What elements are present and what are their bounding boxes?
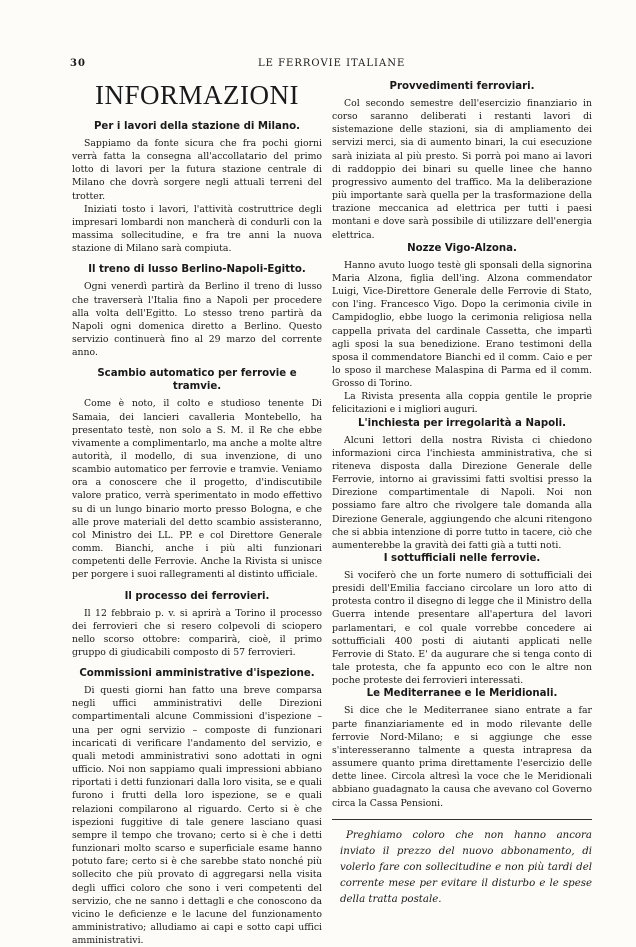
article-heading: L'inchiesta per irregolarità a Napoli. xyxy=(357,417,567,429)
journal-title: LE FERROVIE ITALIANE xyxy=(258,58,406,69)
left-column xyxy=(72,80,322,947)
article-paragraph: Iniziati tosto i lavori, l'attività costruttrice degli impresari lombardi non mancherà di condurli con la massima sollecitudine, e fra tre anni la nuova stazione di Milano sarà compiuta. xyxy=(72,203,322,255)
article-paragraph: Il 12 febbraio p. v. si aprirà a Torino il processo dei ferrovieri che si resero colpevoli di sciopero nello scorso ottobre: comparirà, cioè, il primo gruppo di giudicabili composto di 57 ferrovieri. xyxy=(72,607,322,658)
subscription-notice: Preghiamo coloro che non hanno ancora inviato il prezzo del nuovo abbonamento, di volerlo fare con sollecitudine e non più tardi del corrente mese per evitare il disturbo e le spese della tratta postale. xyxy=(340,829,592,905)
section-title: INFORMAZIONI xyxy=(95,80,299,110)
article-mediterranee xyxy=(332,687,592,809)
article-commissioni xyxy=(72,667,322,947)
article-paragraph: Si vociferò che un forte numero di sottufficiali dei presidi dell'Emilia facciano circolare un loro atto di protesta contro il disegno di legge che il Ministro della Guerra intende presentare all'apertura del lavori parlamentari, e col quale vorrebbe concedere ai sottufficiali 400 posti di aiutanti applicati nelle Ferrovie di Stato. E' da augurare che si tenga conto di tale protesta, che fa appunto eco con le altre non poche proteste dei ferrovieri interessati. xyxy=(332,570,592,687)
article-heading: Nozze Vigo-Alzona. xyxy=(407,242,517,254)
article-heading: Commissioni amministrative d'ispezione. xyxy=(79,668,315,680)
article-inchiesta xyxy=(332,417,592,552)
running-header xyxy=(70,58,590,72)
article-scambio xyxy=(72,367,322,581)
article-milano xyxy=(72,120,322,255)
article-paragraph: Ogni venerdì partirà da Berlino il treno di lusso che traverserà l'Italia fino a Napoli per procedere alla volta dell'Egitto. Lo stesso treno partirà da Napoli ogni domenica diretto a Berlino. Questo servizio continuerà fino al 29 marzo del corrente anno. xyxy=(72,281,322,359)
article-paragraph: Hanno avuto luogo testè gli sponsali della signorina Maria Alzona, figlia dell'ing. Alzona commendator Luigi, Vice-Direttore Generale delle Ferrovie di Stato, con l'ing. Francesco Vigo. Dopo la cerimonia civile in Campidoglio, ebbe luogo la cerimonia religiosa nella cappella privata del cardinale Cassetta, che impartì agli sposi la sua benedizione. Erano testimoni della sposa il commendatore Bianchi ed il comm. Caio e per lo sposo il marchese Malaspina di Parma ed il comm. Grosso di Torino. xyxy=(332,259,592,390)
article-sottufficiali xyxy=(332,552,592,687)
divider xyxy=(332,819,592,820)
article-paragraph: Alcuni lettori della nostra Rivista ci chiedono informazioni circa l'inchiesta amministrativa, che si riteneva disposta dalla Direzione Generale delle Ferrovie, intorno ai gravissimi fatti svoltisi presso la Direzione compartimentale di Napoli. Noi non possiamo fare altro che rivolgere tale domanda alla Direzione Generale, aggiungendo che alcuni ritengono che si abbia intenzione di porre tutto in tacere, ciò che aumenterebbe la gravità dei fatti già a tutti noti. xyxy=(332,434,592,551)
article-heading: Scambio automatico per ferrovie e tramvie. xyxy=(97,368,297,393)
right-column xyxy=(332,80,592,908)
article-paragraph: Col secondo semestre dell'esercizio finanziario in corso saranno deliberati i restanti lavori di sistemazione delle stazioni, sia di ampliamento dei servizi merci, sia di aumento binari, la cui esecuzione sarà iniziata al più presto. Si porrà poi mano ai lavori di raddoppio dei binari su quelle linee che hanno progressivo aumento del traffico. Ma la deliberazione più importante sarà quella per la trasformazione della trazione meccanica ad elettrica per tutti i paesi montani e dove sarà possibile di utilizzare dell'energia elettrica. xyxy=(332,98,592,241)
article-heading: I sottufficiali nelle ferrovie. xyxy=(383,553,541,564)
article-paragraph: Come è noto, il colto e studioso tenente Di Samaia, dei lancieri cavalleria Montebello, ha presentato testè, non solo a S. M. il Re che ebbe vivamente a complimentarlo, ma anche a molte altre autorità, il modello, di sua invenzione, di uno scambio automatico per ferrovie e tramvie. Veniamo ora a conoscere che il progetto, d'indiscutibile valore pratico, verrà sperimentato in modo effettivo su di un lungo binario morto presso Bologna, e che alle prove materiali del detto scambio assisteranno, col Ministro dei LL. PP. e col Direttore Generale comm. Bianchi, anche i più alti funzionari competenti delle Ferrovie. Anche la Rivista si unisce per porgere i suoi rallegramenti al distinto ufficiale. xyxy=(72,398,322,581)
article-paragraph: La Rivista presenta alla coppia gentile le proprie felicitazioni e i migliori auguri. xyxy=(332,391,592,416)
article-paragraph: Sappiamo da fonte sicura che fra pochi giorni verrà fatta la consegna all'accollatario del primo lotto di lavori per la futura stazione centrale di Milano che dovrà sorgere negli attuali terreni del trotter. xyxy=(72,138,322,202)
article-heading: Per i lavori della stazione di Milano. xyxy=(93,121,301,132)
article-treno-lusso xyxy=(72,263,322,359)
article-heading: Le Mediterranee e le Meridionali. xyxy=(366,688,558,700)
article-nozze xyxy=(332,242,592,417)
article-heading: Il processo dei ferrovieri. xyxy=(124,590,270,602)
article-processo xyxy=(72,590,322,660)
page-number: 30 xyxy=(70,58,86,69)
article-heading: Provvedimenti ferroviari. xyxy=(389,81,535,92)
article-paragraph: Di questi giorni han fatto una breve comparsa negli uffici amministrativi delle Direzioni compartimentali alcune Commissioni d'ispezione – una per ogni servizio – composte di funzionari incaricati di verificare l'andamento del servizio, e quali metodi amministrativi sono adottati in ogni ufficio. Noi non sappiamo quali impressioni abbiano riportati i detti funzionari dalla loro visita, se e quali furono i frutti della loro ispezione, se e quali relazioni compilarono al riguardo. Certo si è che ispezioni fuggitive di tale genere lasciano quasi sempre il tempo che trovano; certo si è che i detti funzionari molto scarso e superficiale esame hanno potuto fare; certo si è che sarebbe stato nonché più sollecito che più provato di aggregarsi nella visita degli uffici coloro che sono i veri competenti del servizio, che ne sanno i dettagli e che conoscono da vicino le deficienze e le lacune del funzionamento amministrativo; alludiamo ai capi e sotto capi uffici amministrativi. xyxy=(72,685,322,947)
article-heading: Il treno di lusso Berlino-Napoli-Egitto. xyxy=(88,264,306,276)
article-paragraph: Si dice che le Mediterranee siano entrate a far parte finanziariamente ed in modo rilevante delle ferrovie Nord-Milano; e si aggiunge che esse s'interesseranno talmente a questa intrapresa da assumere quanto prima direttamente l'esercizio delle dette linee. Circola altresì la voce che le Meridionali abbiano guadagnato la causa che avevano col Governo circa la Cassa Pensioni. xyxy=(332,705,592,809)
article-provvedimenti xyxy=(332,80,592,242)
